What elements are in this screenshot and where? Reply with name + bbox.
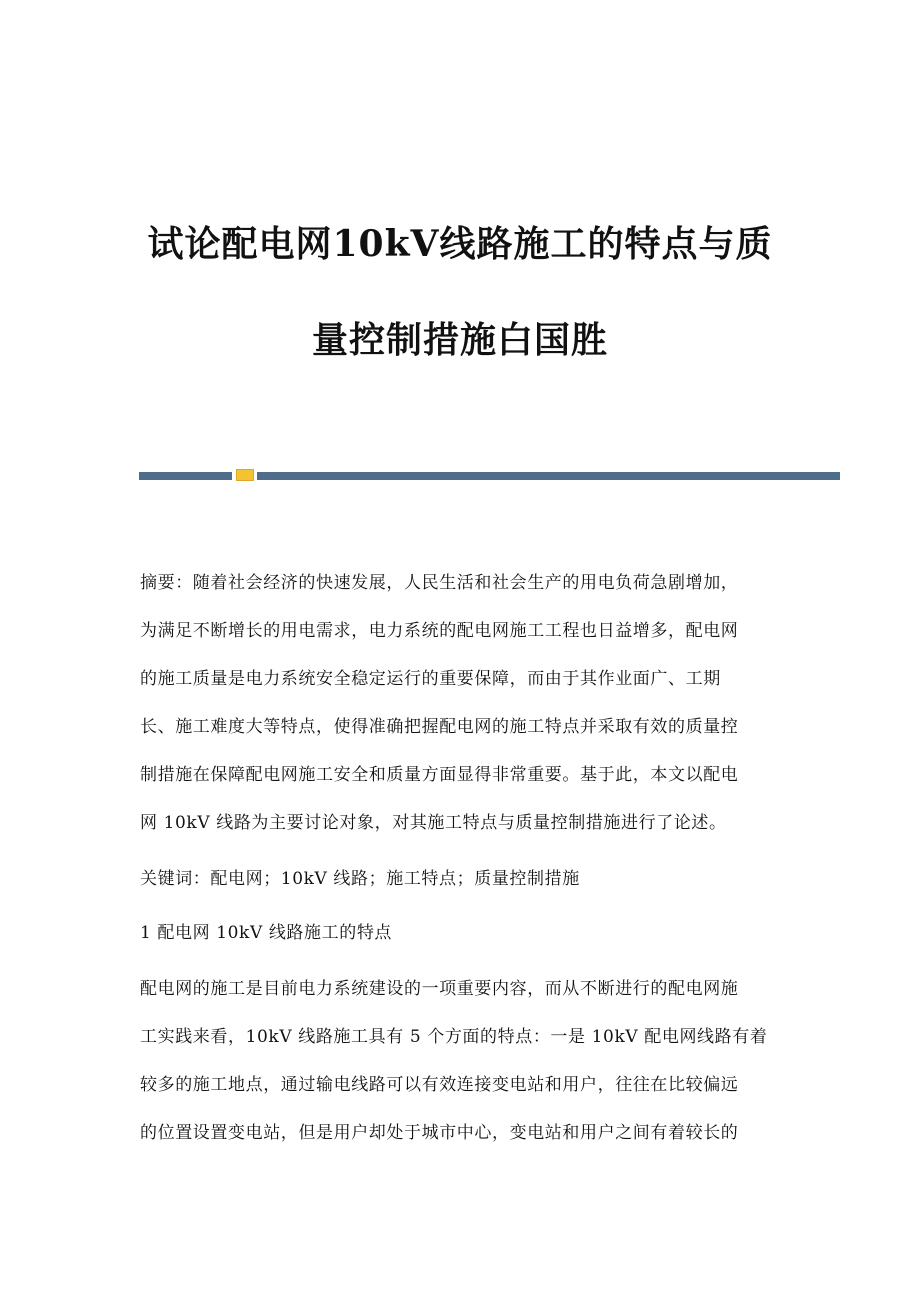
abstract-line: 摘要：随着社会经济的快速发展，人民生活和社会生产的用电负荷急剧增加，	[140, 573, 739, 593]
divider-ornament-icon	[236, 469, 254, 481]
title-line-1: 试论配电网10kV线路施工的特点与质	[147, 223, 773, 265]
divider-right	[257, 472, 840, 480]
abstract-line: 制措施在保障配电网施工安全和质量方面显得非常重要。基于此，本文以配电	[140, 765, 739, 785]
title-line-2: 量控制措施白国胜	[311, 319, 608, 361]
abstract-line: 长、施工难度大等特点，使得准确把握配电网的施工特点并采取有效的质量控	[140, 717, 739, 737]
paragraph-line: 较多的施工地点，通过输电线路可以有效连接变电站和用户，往往在比较偏远	[140, 1075, 739, 1095]
paragraph-line: 配电网的施工是目前电力系统建设的一项重要内容，而从不断进行的配电网施	[140, 979, 739, 999]
paragraph-line: 工实践来看，10kV 线路施工具有 5 个方面的特点：一是 10kV 配电网线路有着	[140, 1027, 768, 1047]
paragraph-line: 的位置设置变电站，但是用户却处于城市中心，变电站和用户之间有着较长的	[140, 1123, 739, 1143]
abstract-line: 为满足不断增长的用电需求，电力系统的配电网施工工程也日益增多，配电网	[140, 621, 739, 641]
keywords: 关键词：配电网；10kV 线路；施工特点；质量控制措施	[140, 869, 580, 889]
section-heading: 1 配电网 10kV 线路施工的特点	[140, 923, 393, 943]
divider-left	[139, 472, 232, 480]
abstract-line: 的施工质量是电力系统安全稳定运行的重要保障，而由于其作业面广、工期	[140, 669, 721, 689]
abstract-line: 网 10kV 线路为主要讨论对象，对其施工特点与质量控制措施进行了论述。	[140, 813, 727, 833]
